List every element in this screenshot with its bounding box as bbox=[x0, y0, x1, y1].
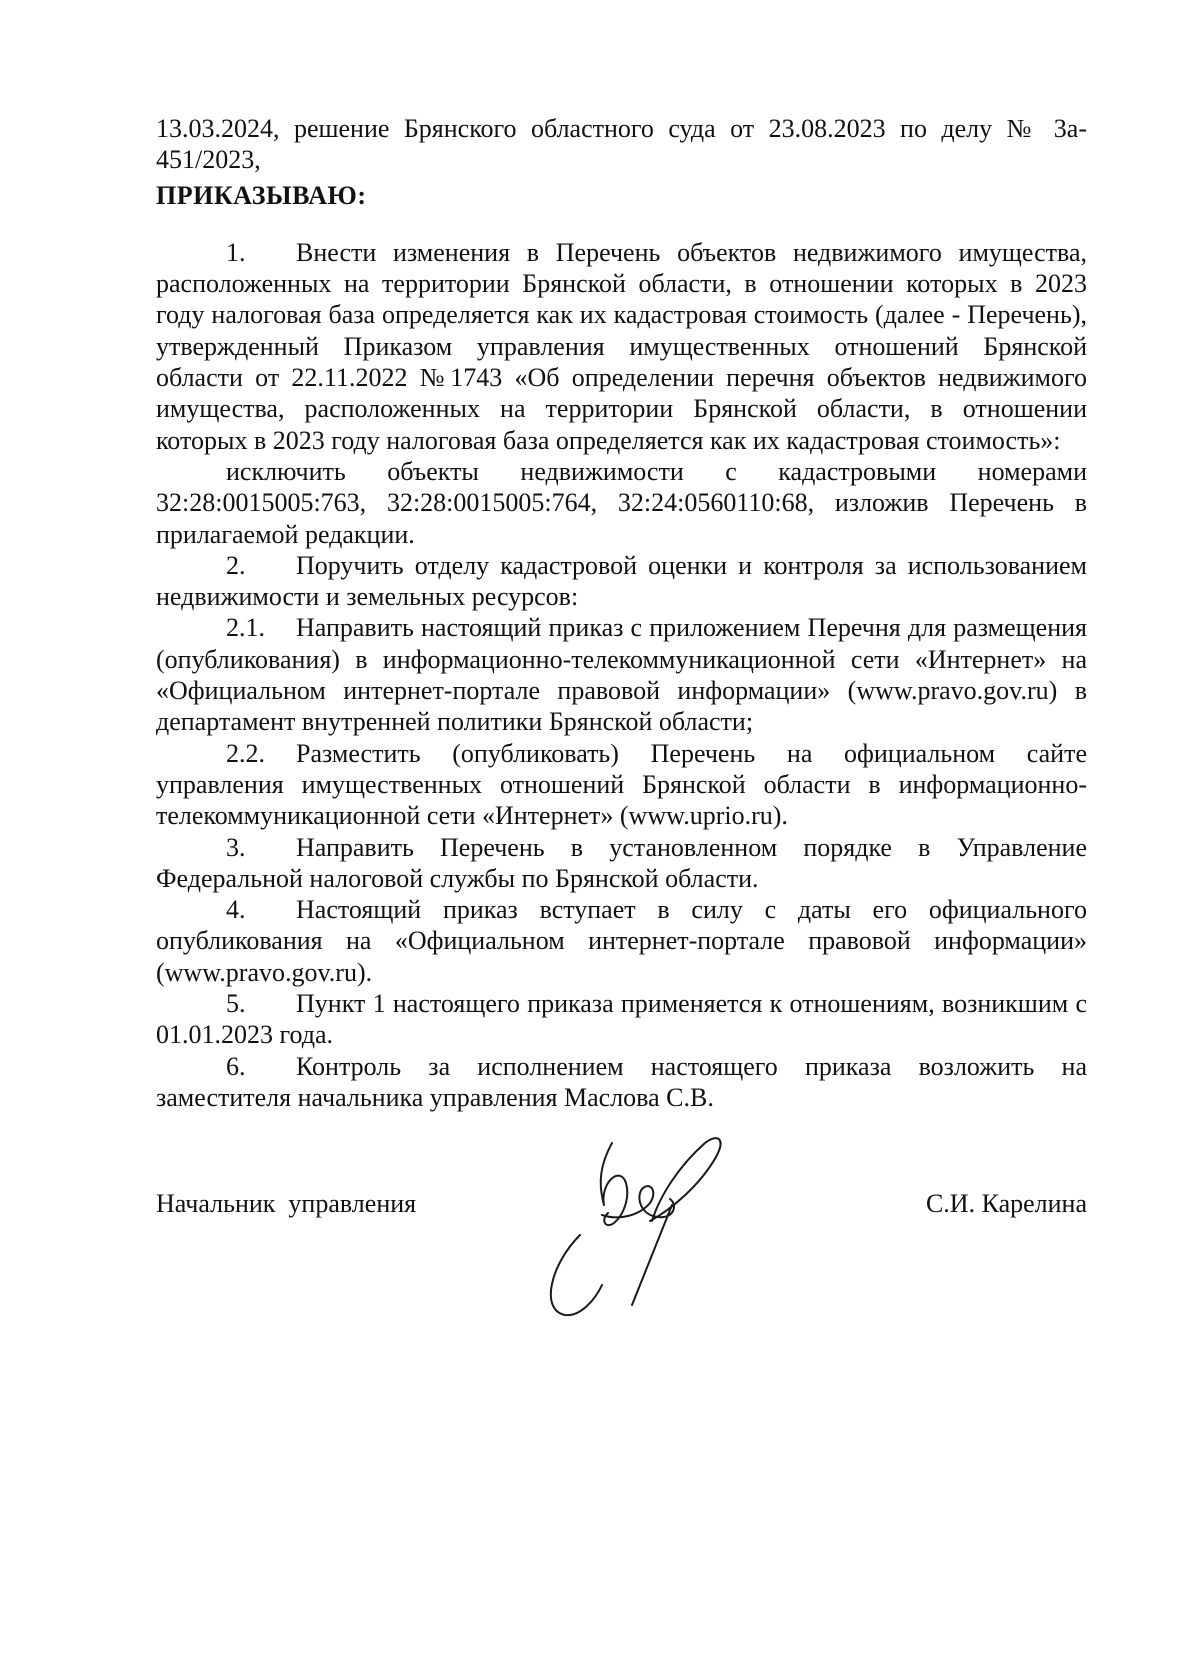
order-heading: ПРИКАЗЫВАЮ: bbox=[156, 180, 367, 210]
item-2-text: Поручить отделу кадастровой оценки и контроля за использованием недвижимости и земельных ресурсов: bbox=[156, 550, 1087, 612]
item-3-text: Направить Перечень в установленном порядке в Управление Федеральной налоговой службы по Брянской области. bbox=[156, 832, 1087, 893]
signatory-position: Начальник управления bbox=[156, 1189, 417, 1218]
item-1 bbox=[156, 237, 1087, 456]
item-3-number: 3. bbox=[226, 832, 246, 862]
item-6-number: 6. bbox=[226, 1051, 246, 1081]
item-6 bbox=[156, 1051, 1087, 1114]
item-4-text: Настоящий приказ вступает в силу с даты его официального опубликования на «Официальном интернет-портале правовой информации» (www.pravo.gov.ru). bbox=[156, 895, 1087, 987]
item-5 bbox=[156, 988, 1087, 1051]
signatory-name: С.И. Карелина bbox=[925, 1189, 1087, 1218]
document-body bbox=[156, 113, 1087, 1113]
item-5-text: Пункт 1 настоящего приказа применяется к отношениям, возникшим с 01.01.2023 года. bbox=[156, 989, 1087, 1050]
handwritten-signature bbox=[540, 1125, 760, 1325]
item-2-1-text: Направить настоящий приказ с приложением Перечня для размещения (опубликования) в информационно-телекоммуникационной сети «Интернет» на «Официальном интернет-портале правовой информации» (www.pravo.gov.ru) в департамент внутренней политики Брянской области; bbox=[156, 613, 1087, 737]
item-2-1-number: 2.1. bbox=[226, 613, 265, 643]
item-4 bbox=[156, 894, 1087, 988]
item-1-number: 1. bbox=[226, 237, 246, 267]
item-4-number: 4. bbox=[226, 895, 246, 925]
item-2-number: 2. bbox=[226, 550, 246, 580]
item-3 bbox=[156, 832, 1087, 895]
item-2-2-number: 2.2. bbox=[226, 738, 265, 768]
item-1-subparagraph: исключить объекты недвижимости с кадастровыми номерами 32:28:0015005:763, 32:28:0015005:764, 32:24:0560110:68, изложив Перечень в прилагаемой редакции. bbox=[156, 456, 1087, 549]
intro-line-1: 13.03.2024, решение Брянского областного суда от 23.08.2023 по делу № 3а- bbox=[156, 114, 1087, 143]
item-2 bbox=[156, 550, 1087, 613]
item-2-2-text: Разместить (опубликовать) Перечень на официальном сайте управления имущественных отношений Брянской области в информационно-телекоммуникационной сети «Интернет» (www.uprio.ru). bbox=[156, 738, 1087, 831]
item-6-text: Контроль за исполнением настоящего приказа возложить на заместителя начальника управления Маслова С.В. bbox=[156, 1051, 1087, 1112]
item-2-2 bbox=[156, 738, 1087, 832]
intro-line-2: 451/2023, bbox=[156, 145, 261, 175]
item-1-text: Внести изменения в Перечень объектов недвижимого имущества, расположенных на территории Брянской области, в отношении которых в 2023 году налоговая база определяется как их кадастровая стоимость (далее - Перечень), утвержденный Приказом управления имущественных отношений Брянской области от 22.11.2022 №1743 «Об определении перечня объектов недвижимого имущества, расположенных на территории Брянской области, в отношении которых в 2023 году налоговая база определяется как их кадастровая стоимость»: bbox=[156, 237, 1087, 455]
item-5-number: 5. bbox=[226, 989, 246, 1019]
item-2-1 bbox=[156, 612, 1087, 737]
